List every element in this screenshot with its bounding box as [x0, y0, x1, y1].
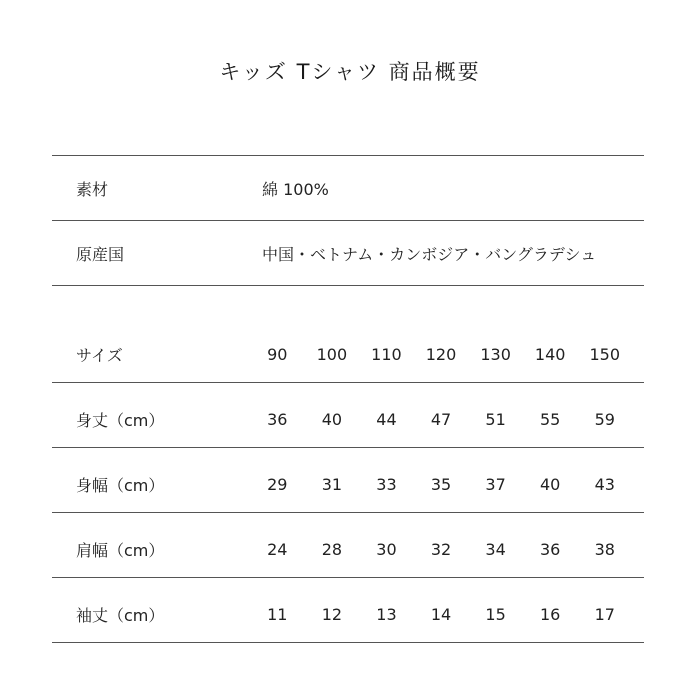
table-row-width: [52, 452, 644, 516]
table-cell: 47: [430, 409, 452, 429]
table-row-length: [52, 387, 644, 451]
table-cell: 40: [540, 474, 561, 494]
page-title: キッズ Tシャツ 商品概要: [219, 60, 481, 84]
table-cell: 16: [540, 604, 561, 624]
info-row-material: [52, 156, 644, 220]
divider: [52, 382, 644, 383]
table-cell: 33: [376, 474, 397, 494]
table-cell: 55: [540, 409, 561, 429]
table-cell: 59: [594, 409, 615, 429]
table-cell: 36: [540, 539, 561, 559]
info-row-origin: [52, 221, 644, 285]
row-label: 肩幅（cm）: [76, 540, 165, 560]
size-header-cell: 150: [589, 344, 621, 364]
table-row-sleeve: [52, 582, 644, 646]
size-header-cell: 140: [534, 344, 566, 364]
divider: [52, 577, 644, 578]
table-cell: 15: [485, 604, 506, 624]
size-header-cell: 120: [425, 344, 457, 364]
divider: [52, 512, 644, 513]
divider: [52, 642, 644, 643]
size-header-cell: 110: [371, 344, 402, 364]
row-label: 袖丈（cm）: [76, 605, 165, 625]
table-cell: 31: [321, 474, 343, 494]
table-cell: 30: [376, 539, 397, 559]
size-header-cell: 90: [267, 344, 288, 364]
size-header-cell: 100: [316, 344, 348, 364]
table-cell: 13: [376, 604, 397, 624]
size-header-row: [52, 322, 644, 386]
table-cell: 29: [267, 474, 288, 494]
table-cell: 11: [267, 604, 288, 624]
table-cell: 37: [485, 474, 506, 494]
table-cell: 34: [485, 539, 506, 559]
table-cell: 14: [430, 604, 452, 624]
table-cell: 35: [430, 474, 452, 494]
material-label: 素材: [76, 179, 109, 199]
table-cell: 38: [594, 539, 615, 559]
table-cell: 51: [485, 409, 506, 429]
table-cell: 32: [430, 539, 452, 559]
size-header-label: サイズ: [76, 345, 123, 365]
row-label: 身丈（cm）: [76, 410, 165, 430]
table-cell: 44: [376, 409, 397, 429]
table-cell: 36: [267, 409, 288, 429]
table-row-shoulder: [52, 517, 644, 581]
origin-value: 中国・ベトナム・カンボジア・バングラデシュ: [262, 244, 597, 264]
table-cell: 24: [267, 539, 288, 559]
divider: [52, 285, 644, 286]
table-cell: 40: [321, 409, 343, 429]
row-label: 身幅（cm）: [76, 475, 165, 495]
table-cell: 12: [321, 604, 343, 624]
divider: [52, 447, 644, 448]
origin-label: 原産国: [76, 244, 125, 264]
table-cell: 17: [594, 604, 615, 624]
material-value: 綿 100%: [262, 179, 329, 199]
size-header-cell: 130: [480, 344, 511, 364]
table-cell: 43: [594, 474, 615, 494]
table-cell: 28: [321, 539, 343, 559]
